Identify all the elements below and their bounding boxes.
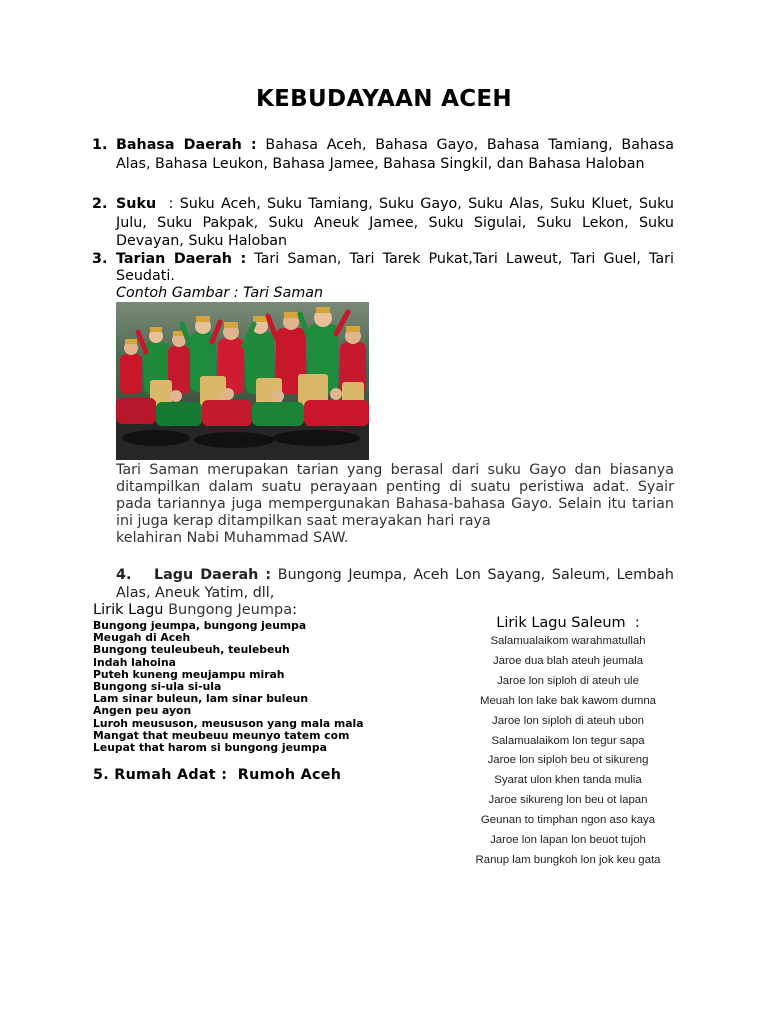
lyric-line: Puteh kuneng meujampu mirah <box>93 667 285 681</box>
lirik-title-song: Bungong Jeumpa <box>168 602 293 618</box>
item-label: Suku <box>116 196 157 212</box>
lirik-title-suffix: : <box>292 602 297 618</box>
lyric-line: Jaroe sikureng lon beu ot lapan <box>488 794 648 807</box>
lirik-bungong-jeumpa <box>93 620 363 754</box>
item-label: Tarian Daerah : <box>116 251 247 267</box>
lyric-line: Lam sinar buleun, lam sinar buleun <box>93 692 309 706</box>
item-text: Bungong Jeumpa, Aceh Lon Sayang, Saleum, Lembah Alas, Aneuk Yatim, dll, <box>116 567 674 601</box>
lyric-line: Bungong jeumpa, bungong jeumpa <box>93 619 307 632</box>
list-number: 5. <box>93 767 109 783</box>
item-text: : Suku Aceh, Suku Tamiang, Suku Gayo, Suku Alas, Suku Kluet, Suku Julu, Suku Pakpak, Suku Aneuk Jamee, Suku Sigulai, Suku Lekon, Suku Devayan, Suku Haloban <box>116 196 679 249</box>
lirik-title-prefix: Lirik Lagu <box>93 602 169 618</box>
lyric-line: Bungong teuleubeuh, teulebeuh <box>93 643 290 657</box>
tari-saman-description <box>116 462 674 547</box>
description-text: Tari Saman merupakan tarian yang berasal dari suku Gayo dan biasanya ditampilkan dalam suatu perayaan penting di suatu peristiwa adat. Syair pada tariannya juga mempergunakan Bahasa-bahasa Gayo. Selain itu tarian ini juga kerap ditampilkan saat merayakan hari raya <box>116 462 674 529</box>
lyric-line: Jaroe lon siploh di ateuh ubon <box>492 714 644 727</box>
item-text: Tari Saman, Tari Tarek Pukat,Tari Laweut, Tari Guel, Tari Seudati. <box>116 251 674 284</box>
page-title: KEBUDAYAAN ACEH <box>256 86 512 112</box>
list-number: 4. <box>116 567 132 583</box>
item-label: Rumah Adat : <box>114 767 228 783</box>
lyric-line: Meuah lon lake bak kawom dumna <box>479 694 657 707</box>
lyric-line: Luroh meususon, meususon yang mala mala <box>93 716 364 730</box>
lyric-line: Angen peu ayon <box>93 704 192 718</box>
list-number: 3. <box>92 251 108 267</box>
list-item-tarian-daerah <box>92 251 674 302</box>
list-item-lagu-daerah <box>116 566 674 602</box>
lyric-line: Jaroe lon siploh di ateuh ule <box>497 674 639 687</box>
lyric-line: Salamualaikom warahmatullah <box>490 635 646 647</box>
item-text: Bahasa Aceh, Bahasa Gayo, Bahasa Tamiang, Bahasa Alas, Bahasa Leukon, Bahasa Jamee, Bahasa Singkil, dan Bahasa Haloban <box>116 137 674 172</box>
lyric-line: Salamualaikom lon tegur sapa <box>491 734 645 747</box>
lyric-line: Indah lahoina <box>93 655 176 669</box>
list-item-rumah-adat <box>93 767 341 783</box>
lyric-line: Jaroe lon lapan lon beuot tujoh <box>490 834 646 847</box>
lirik-saleum-title-text: Lirik Lagu Saleum : <box>496 615 640 631</box>
item-label: Lagu Daerah : <box>154 567 272 583</box>
description-last-line: kelahiran Nabi Muhammad SAW. <box>116 530 349 546</box>
lyric-line: Jaroe dua blah ateuh jeumala <box>492 654 644 667</box>
list-number: 2. <box>92 196 108 212</box>
lyric-line: Geunan to timphan ngon aso kaya <box>480 814 656 827</box>
image-caption: Contoh Gambar : Tari Saman <box>116 285 324 301</box>
item-text: Rumoh Aceh <box>227 767 342 783</box>
dancers-illustration <box>116 302 369 460</box>
item-label: Bahasa Daerah : <box>116 137 257 153</box>
tari-saman-photo <box>116 302 369 460</box>
lyric-line: Leupat that harom si bungong jeumpa <box>93 741 327 755</box>
lirik-saleum-title <box>468 615 768 631</box>
list-number: 1. <box>92 137 108 153</box>
lyric-line: Mangat that meubeuu meunyo tatem com <box>93 728 350 742</box>
lyric-line: Ranup lam bungkoh lon jok keu gata <box>475 853 661 866</box>
list-item-suku <box>92 195 679 251</box>
lyric-line: Jaroe lon siploh beu ot sikureng <box>487 754 649 767</box>
lirik-bungong-jeumpa-title <box>93 602 297 618</box>
lyric-line: Meugah di Aceh <box>93 631 191 645</box>
lyric-line: Bungong si-ula si-ula <box>93 680 222 694</box>
lyric-line: Syarat ulon khen tanda mulia <box>494 774 642 787</box>
lirik-saleum <box>468 632 668 871</box>
list-item-bahasa-daerah <box>92 136 674 173</box>
